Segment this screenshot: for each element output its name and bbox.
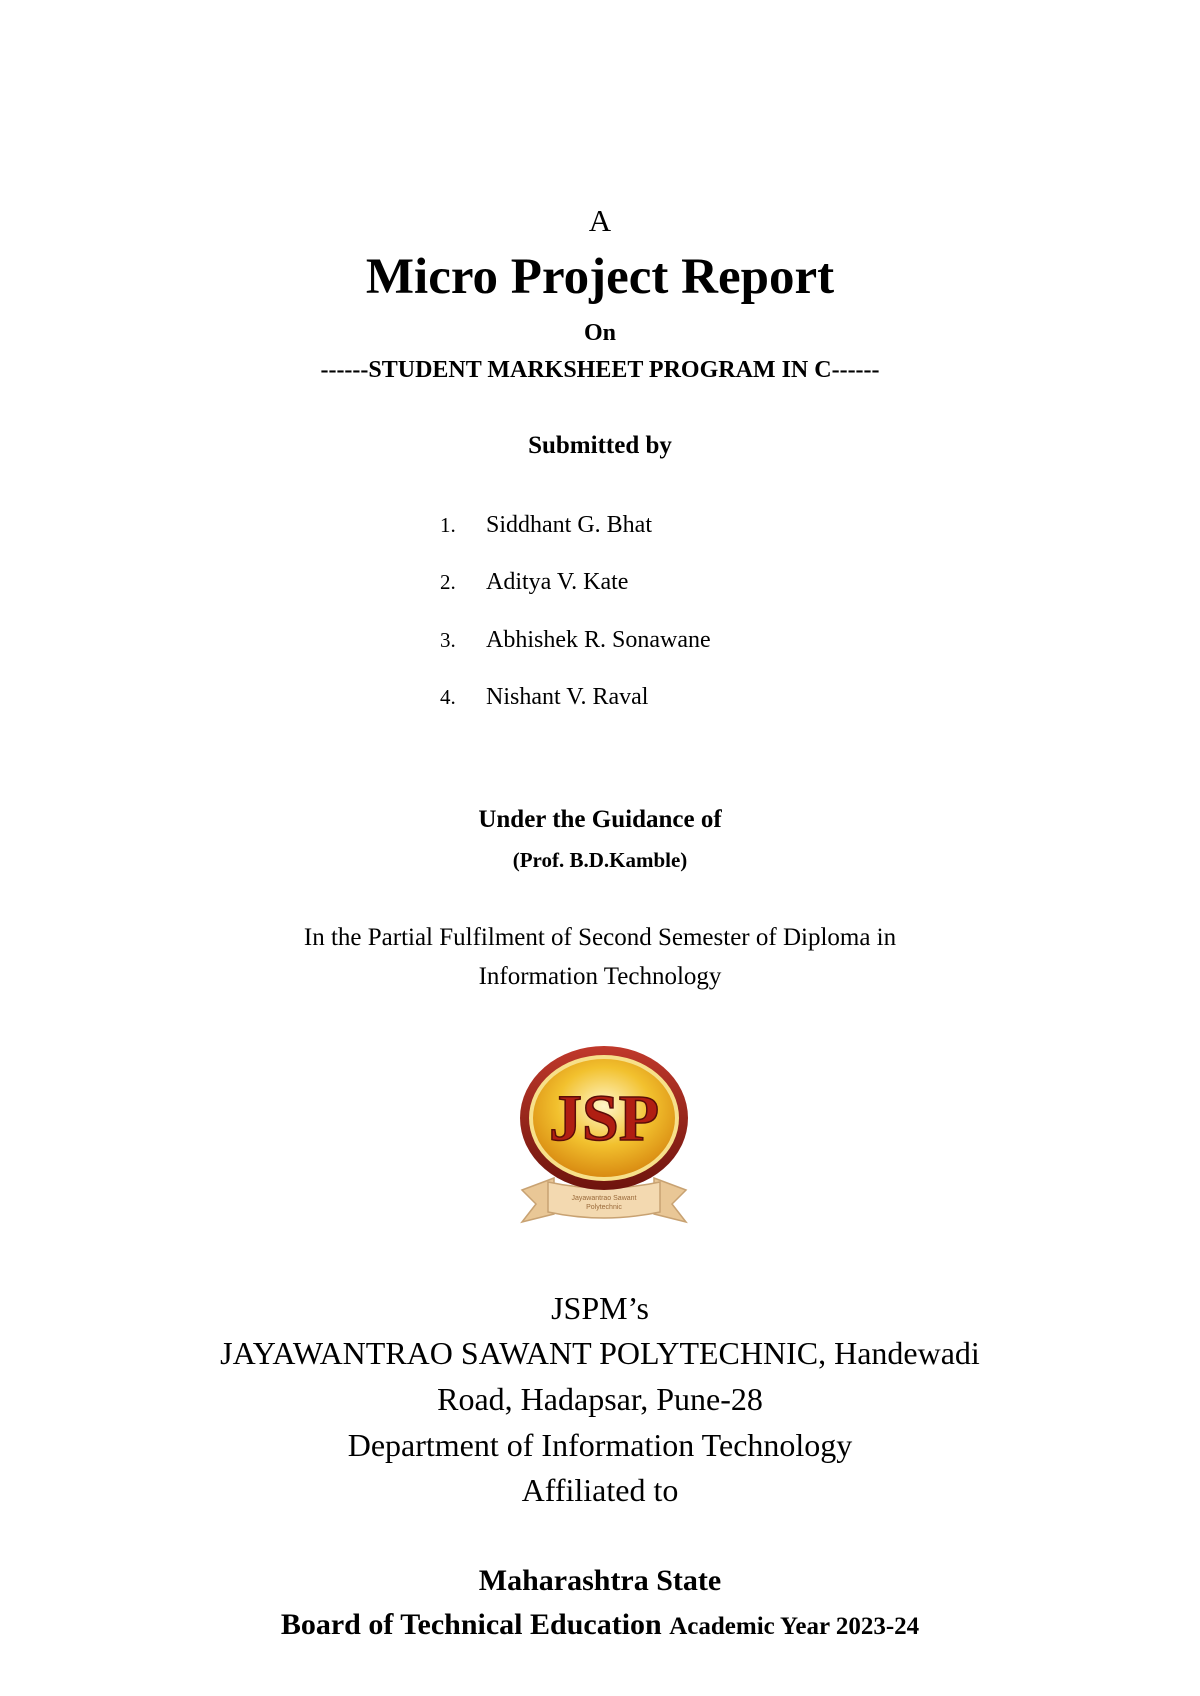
institute-line-1: JSPM’s — [551, 1290, 649, 1326]
logo-ribbon-line2: Polytechnic — [586, 1204, 622, 1211]
title-on: On — [583, 320, 616, 346]
submitted-by-heading: Submitted by — [528, 432, 672, 459]
institute-line-4: Department of Information Technology — [347, 1427, 853, 1463]
member-name: Aditya V. Kate — [486, 569, 629, 595]
member-list-item — [440, 569, 628, 596]
fulfilment-line-2: Information Technology — [478, 963, 722, 990]
board-name: Board of Technical Education — [280, 1608, 662, 1641]
report-title: Micro Project Report — [365, 249, 835, 305]
project-topic: ------STUDENT MARKSHEET PROGRAM IN C------ — [320, 357, 880, 383]
logo-ribbon-line1: Jayawantrao Sawant — [571, 1195, 637, 1202]
logo-letters: JSP — [548, 1082, 660, 1155]
member-name: Siddhant G. Bhat — [486, 512, 652, 538]
board-line-1: Maharashtra State — [478, 1564, 722, 1597]
board-line-2 — [0, 1608, 1200, 1642]
member-number: 4. — [440, 685, 456, 709]
member-list-item — [440, 627, 711, 654]
institute-line-5: Affiliated to — [521, 1472, 679, 1508]
member-name: Abhishek R. Sonawane — [486, 627, 711, 653]
title-article: A — [588, 203, 612, 238]
member-list-item — [440, 684, 648, 711]
member-list-item — [440, 512, 652, 539]
institute-line-2: JAYAWANTRAO SAWANT POLYTECHNIC, Handewadi — [220, 1335, 980, 1371]
guide-name: (Prof. B.D.Kamble) — [512, 848, 688, 872]
member-number: 3. — [440, 628, 456, 652]
guidance-heading: Under the Guidance of — [478, 806, 722, 833]
academic-year: Academic Year 2023-24 — [669, 1613, 920, 1640]
fulfilment-line-1: In the Partial Fulfilment of Second Semester of Diploma in — [303, 924, 897, 951]
member-name: Nishant V. Raval — [486, 684, 649, 710]
institute-line-3: Road, Hadapsar, Pune-28 — [437, 1381, 763, 1417]
member-number: 2. — [440, 570, 456, 594]
member-number: 1. — [440, 513, 456, 537]
jsp-logo — [514, 1044, 694, 1236]
